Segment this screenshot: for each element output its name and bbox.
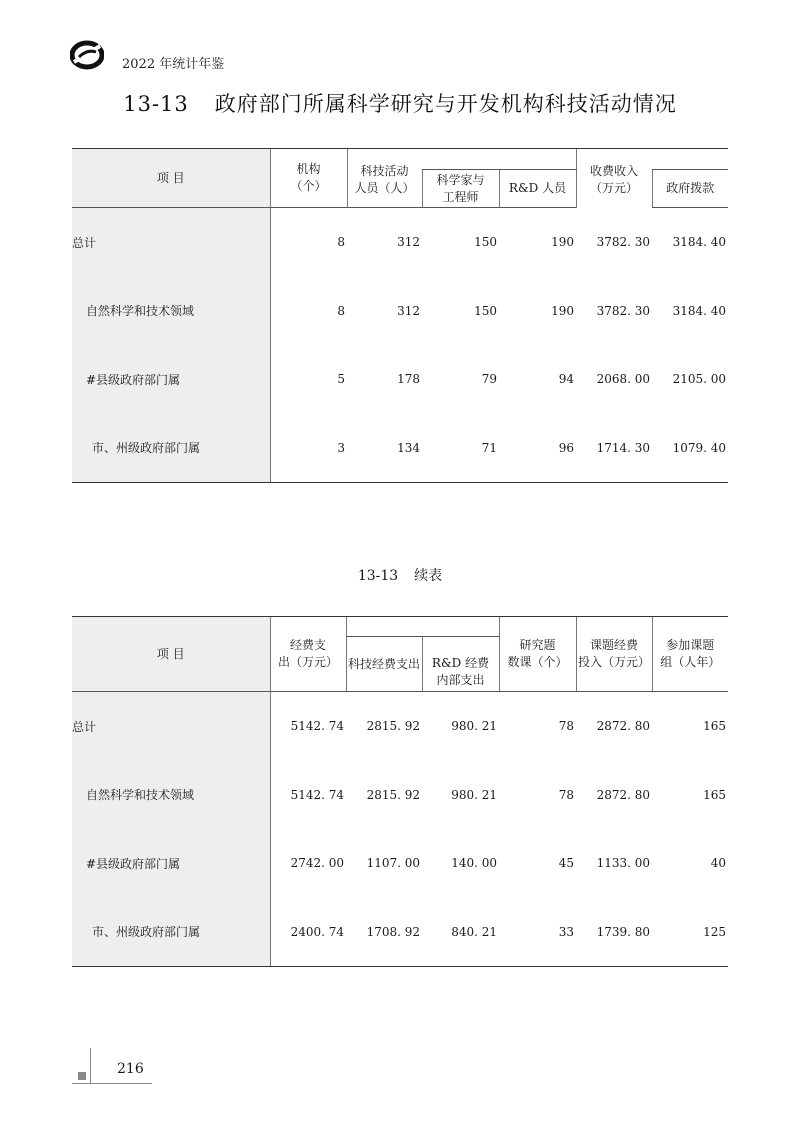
footer-rule bbox=[72, 1083, 152, 1084]
header-project-staff: 参加课题 组（人年） bbox=[652, 617, 728, 692]
cell-rd-personnel: 190 bbox=[551, 235, 574, 250]
row-label: 自然科学和技术领域 bbox=[72, 761, 270, 830]
cell-rd-internal: 980. 21 bbox=[451, 787, 497, 802]
cell-projects: 78 bbox=[558, 787, 574, 802]
cell-project-staff: 40 bbox=[710, 856, 726, 871]
header-revenue-group bbox=[652, 149, 728, 170]
table-title: 政府部门所属科学研究与开发机构科技活动情况 bbox=[214, 92, 677, 116]
footer-square-icon bbox=[78, 1072, 86, 1080]
row-label: 总计 bbox=[72, 208, 270, 277]
page-number: 216 bbox=[117, 1061, 144, 1077]
cell-st-expenditure: 1107. 00 bbox=[366, 856, 420, 871]
cell-personnel: 134 bbox=[347, 414, 422, 483]
cell-personnel: 178 bbox=[397, 372, 420, 387]
cell-personnel: 312 bbox=[397, 235, 420, 250]
continuation-number: 13-13 bbox=[357, 568, 399, 584]
cell-rd-personnel: 190 bbox=[551, 303, 574, 318]
cell-expenditure: 5142. 74 bbox=[270, 761, 346, 830]
cell-revenue: 3782. 30 bbox=[596, 303, 650, 318]
row-label: 市、州级政府部门属 bbox=[72, 898, 270, 967]
row-label: 总计 bbox=[72, 692, 270, 761]
table-row bbox=[72, 761, 728, 830]
cell-gov-funding: 3184. 40 bbox=[672, 235, 726, 250]
header-st-expenditure: 科技经费支出 bbox=[346, 637, 422, 692]
cell-institutions: 8 bbox=[270, 208, 347, 277]
header-item: 项 目 bbox=[72, 617, 270, 692]
cell-scientists: 71 bbox=[422, 414, 499, 483]
cell-institutions: 8 bbox=[270, 277, 347, 346]
cell-project-funding: 2872. 80 bbox=[596, 719, 650, 734]
cell-institutions: 5 bbox=[270, 345, 347, 414]
cell-revenue: 3782. 30 bbox=[596, 235, 650, 249]
cell-project-staff: 165 bbox=[703, 787, 726, 802]
header-expenditure: 经费支 出（万元） bbox=[270, 617, 346, 692]
table-row bbox=[72, 208, 728, 277]
header-projects: 研究题 数课（个） bbox=[499, 617, 576, 692]
cell-project-funding: 1739. 80 bbox=[576, 898, 652, 967]
row-label: #县级政府部门属 bbox=[72, 829, 270, 898]
header-rd-personnel: R&D 人员 bbox=[499, 170, 576, 208]
cell-gov-funding: 3184. 40 bbox=[672, 303, 726, 318]
row-label: #县级政府部门属 bbox=[72, 345, 270, 414]
cell-gov-funding: 2105. 00 bbox=[672, 372, 726, 387]
row-label: 市、州级政府部门属 bbox=[72, 414, 270, 483]
header-item: 项 目 bbox=[72, 149, 270, 208]
header-personnel-group bbox=[422, 149, 576, 170]
cell-revenue: 1714. 30 bbox=[576, 414, 652, 483]
header-gov-funding: 政府拨款 bbox=[652, 170, 728, 208]
yearbook-logo-icon bbox=[70, 40, 104, 70]
main-table bbox=[72, 148, 728, 483]
yearbook-name: 2022 年统计年鉴 bbox=[122, 57, 225, 72]
cell-projects: 78 bbox=[558, 719, 574, 734]
continuation-text: 续表 bbox=[414, 568, 443, 584]
cell-project-staff: 165 bbox=[703, 719, 726, 734]
cell-institutions: 3 bbox=[270, 414, 347, 483]
cell-st-expenditure: 1708. 92 bbox=[346, 898, 422, 967]
table-row bbox=[72, 277, 728, 346]
cell-rd-internal: 840. 21 bbox=[422, 898, 499, 967]
header-expenditure-group bbox=[346, 617, 499, 637]
cell-rd-personnel: 94 bbox=[558, 372, 574, 387]
row-label: 自然科学和技术领域 bbox=[72, 277, 270, 346]
cell-scientists: 79 bbox=[481, 372, 497, 387]
cell-project-funding: 2872. 80 bbox=[596, 787, 650, 802]
footer-divider bbox=[90, 1048, 91, 1084]
cell-rd-internal: 980. 21 bbox=[451, 719, 497, 734]
page-title bbox=[0, 88, 800, 118]
cell-expenditure: 5142. 74 bbox=[270, 692, 346, 761]
cell-st-expenditure: 2815. 92 bbox=[366, 787, 420, 802]
table-row bbox=[72, 898, 728, 967]
continuation-title bbox=[0, 565, 800, 585]
cell-expenditure: 2400. 74 bbox=[270, 898, 346, 967]
table-row bbox=[72, 414, 728, 483]
header-revenue: 收费收入 （万元） bbox=[576, 149, 652, 208]
header-personnel: 科技活动 人员（人） bbox=[347, 149, 422, 208]
cell-rd-personnel: 96 bbox=[499, 414, 576, 483]
cell-projects: 45 bbox=[558, 856, 574, 871]
cell-st-expenditure: 2815. 92 bbox=[366, 719, 420, 734]
table-row bbox=[72, 345, 728, 414]
cell-revenue: 2068. 00 bbox=[596, 372, 650, 387]
cell-expenditure: 2742. 00 bbox=[270, 829, 346, 898]
cell-project-funding: 1133. 00 bbox=[596, 856, 650, 871]
table-number: 13-13 bbox=[123, 92, 189, 116]
header-institutions: 机构 （个） bbox=[270, 149, 347, 208]
cell-personnel: 312 bbox=[397, 303, 420, 318]
continuation-table bbox=[72, 616, 728, 967]
cell-rd-internal: 140. 00 bbox=[451, 856, 497, 871]
table-row bbox=[72, 829, 728, 898]
header-scientists: 科学家与 工程师 bbox=[422, 170, 499, 208]
header-project-funding: 课题经费 投入（万元） bbox=[576, 617, 652, 692]
cell-scientists: 150 bbox=[474, 303, 497, 318]
cell-scientists: 150 bbox=[474, 235, 497, 250]
cell-project-staff: 125 bbox=[652, 898, 728, 967]
table-row bbox=[72, 692, 728, 761]
cell-gov-funding: 1079. 40 bbox=[652, 414, 728, 483]
header-rd-internal: R&D 经费 内部支出 bbox=[422, 637, 499, 692]
cell-projects: 33 bbox=[499, 898, 576, 967]
